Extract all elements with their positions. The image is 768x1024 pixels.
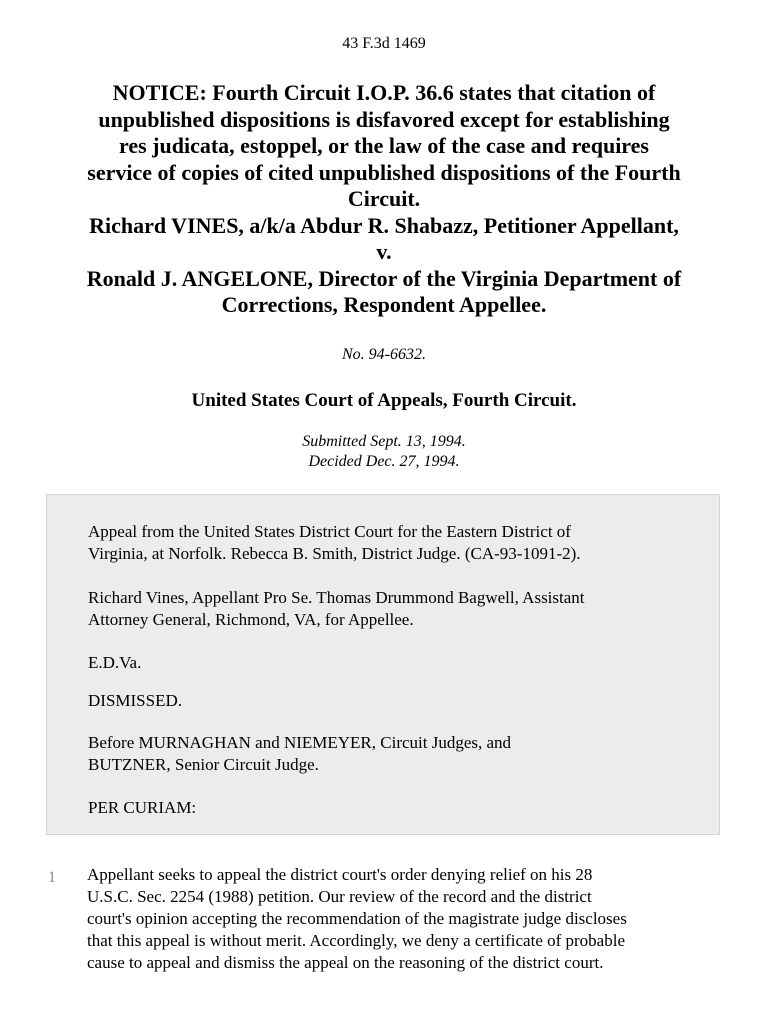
case-summary-box (46, 494, 720, 835)
panel (88, 732, 698, 776)
case-caption (40, 80, 728, 319)
notice-line: service of copies of cited unpublished dispositions of the Fourth (87, 159, 681, 185)
opinion-line: U.S.C. Sec. 2254 (1988) petition. Our review of the record and the district (87, 887, 592, 906)
summary-line: Richard Vines, Appellant Pro Se. Thomas Drummond Bagwell, Assistant (88, 588, 585, 607)
paragraph-number: 1 (48, 869, 56, 886)
respondent-name: Ronald J. ANGELONE, Director of the Virginia Department of (86, 265, 682, 291)
petitioner-name: Richard VINES, a/k/a Abdur R. Shabazz, Petitioner Appellant, (89, 212, 679, 238)
versus: v. (376, 239, 392, 264)
notice-line: Circuit. (347, 186, 421, 211)
summary-line: Before MURNAGHAN and NIEMEYER, Circuit Judges, and (88, 733, 512, 752)
submitted-date: Submitted Sept. 13, 1994. (302, 433, 466, 450)
opinion-line: that this appeal is without merit. Accordingly, we deny a certificate of probable (87, 931, 625, 950)
case-dates (0, 432, 768, 472)
disposition: DISMISSED. (88, 691, 182, 710)
opinion-paragraph (87, 864, 727, 974)
case-citation: 43 F.3d 1469 (342, 35, 426, 52)
docket-number: No. 94-6632. (342, 346, 426, 363)
summary-line: BUTZNER, Senior Circuit Judge. (88, 755, 319, 774)
summary-line: Appeal from the United States District Court for the Eastern District of (88, 522, 571, 541)
notice-line: unpublished dispositions is disfavored except for establishing (98, 106, 670, 132)
summary-line: Virginia, at Norfolk. Rebecca B. Smith, District Judge. (CA-93-1091-2). (88, 544, 581, 563)
court-name: United States Court of Appeals, Fourth Circuit. (191, 390, 577, 411)
opinion-line: court's opinion accepting the recommendation of the magistrate judge discloses (87, 909, 627, 928)
district-abbreviation: E.D.Va. (88, 653, 142, 672)
notice-line: res judicata, estoppel, or the law of the case and requires (118, 133, 649, 158)
notice-line: NOTICE: Fourth Circuit I.O.P. 36.6 states that citation of (112, 80, 656, 105)
opinion-line: Appellant seeks to appeal the district court's order denying relief on his 28 (87, 865, 593, 884)
opinion-line: cause to appeal and dismiss the appeal on the reasoning of the district court. (87, 953, 604, 972)
appeal-from (88, 521, 698, 565)
respondent-name: Corrections, Respondent Appellee. (221, 292, 547, 317)
summary-line: Attorney General, Richmond, VA, for Appellee. (88, 610, 414, 629)
per-curiam: PER CURIAM: (88, 798, 197, 817)
decided-date: Decided Dec. 27, 1994. (308, 453, 460, 470)
counsel (88, 587, 698, 631)
